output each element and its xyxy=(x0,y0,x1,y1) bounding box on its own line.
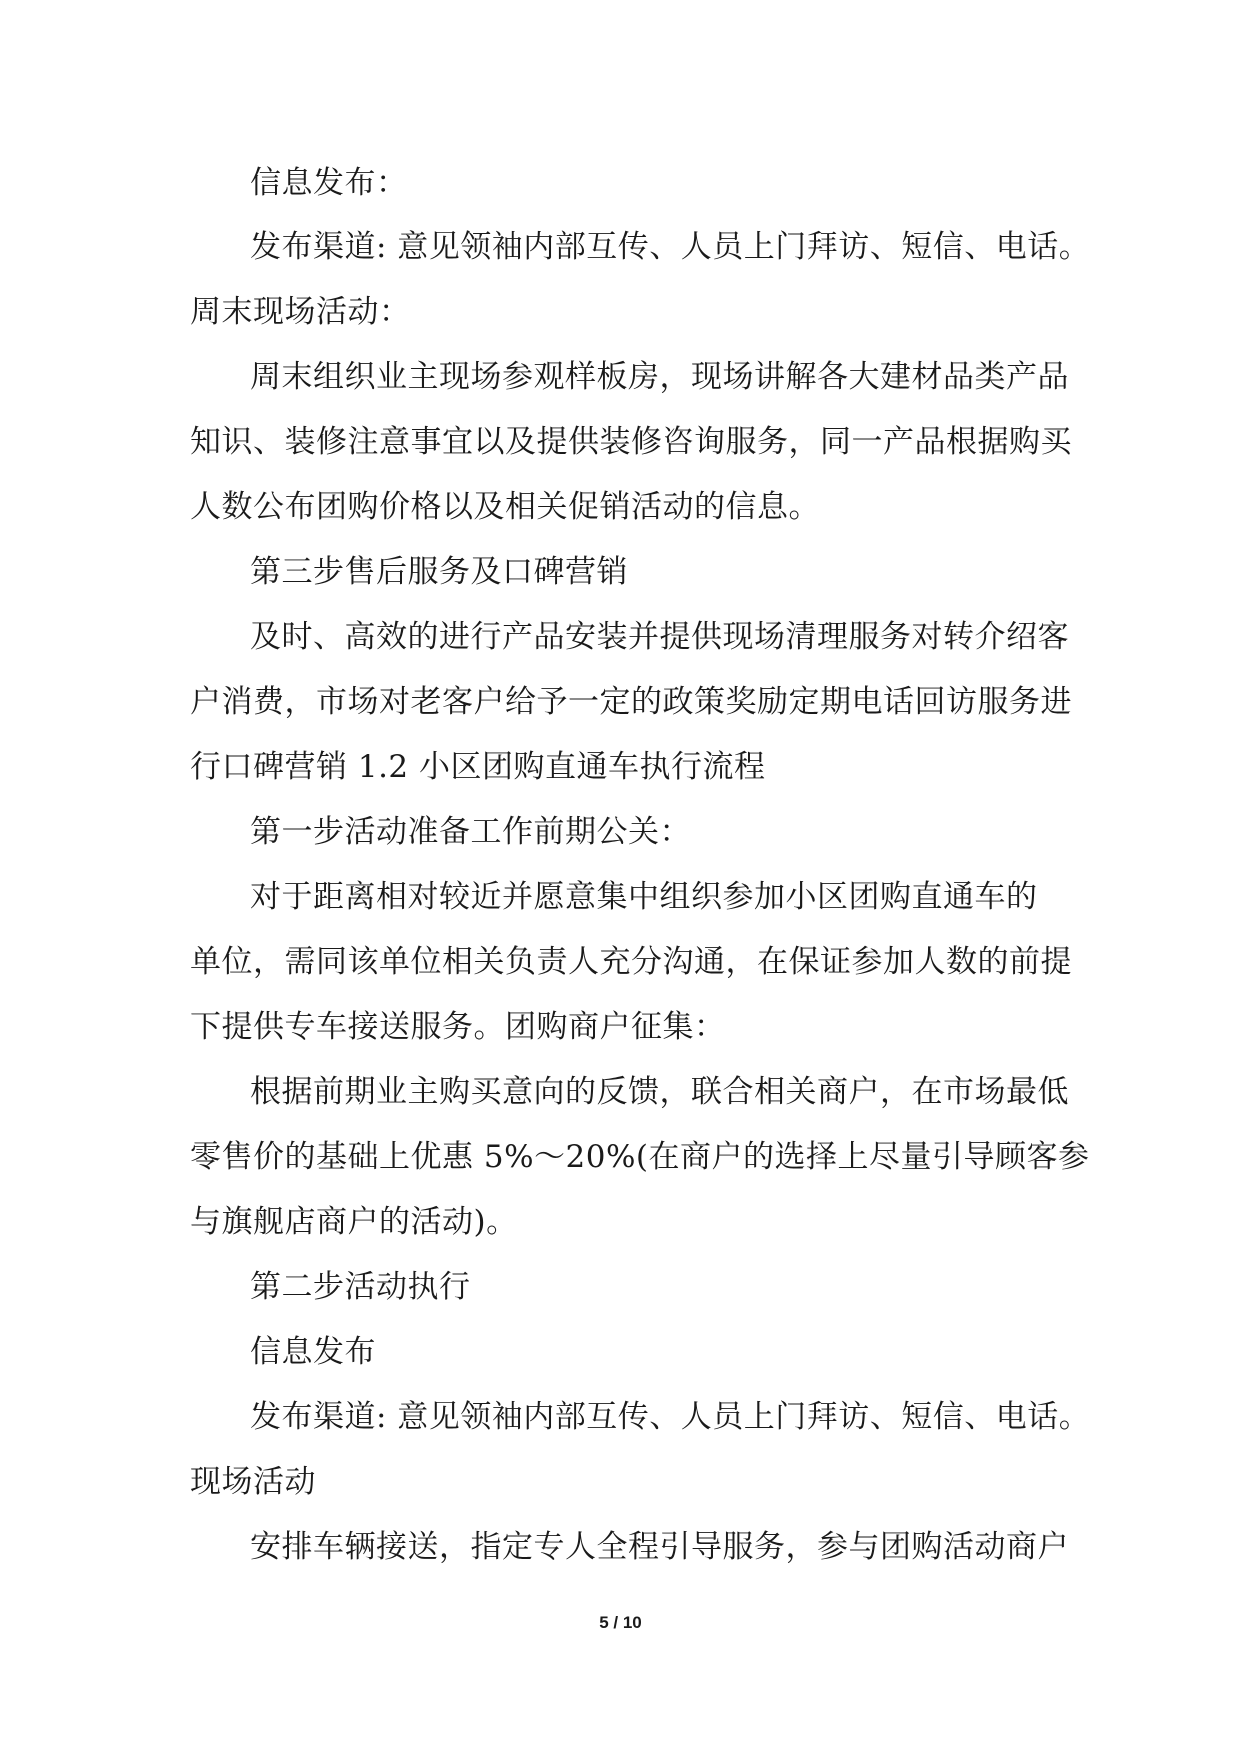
text-line: 发布渠道: 意见领袖内部互传、人员上门拜访、短信、电话。 xyxy=(250,1399,1091,1435)
text-line: 零售价的基础上优惠 5%～20%(在商户的选择上尽量引导顾客参 xyxy=(190,1139,1090,1175)
text-line: 信息发布： xyxy=(250,165,408,201)
text-line: 发布渠道: 意见领袖内部互传、人员上门拜访、短信、电话。 xyxy=(250,229,1091,265)
text-line: 单位，需同该单位相关负责人充分沟通，在保证参加人数的前提 xyxy=(190,944,1072,980)
section-heading: 第三步售后服务及口碑营销 xyxy=(250,554,628,590)
section-heading: 第一步活动准备工作前期公关： xyxy=(250,814,691,850)
text-line: 对于距离相对较近并愿意集中组织参加小区团购直通车的 xyxy=(250,879,1038,915)
text-line: 与旗舰店商户的活动)。 xyxy=(190,1204,518,1240)
text-line: 及时、高效的进行产品安装并提供现场清理服务对转介绍客 xyxy=(250,619,1069,655)
text-line: 安排车辆接送，指定专人全程引导服务，参与团购活动商户 xyxy=(250,1529,1069,1565)
text-line: 信息发布 xyxy=(250,1334,376,1370)
text-line: 周末组织业主现场参观样板房，现场讲解各大建材品类产品 xyxy=(250,359,1069,395)
text-line: 户消费，市场对老客户给予一定的政策奖励定期电话回访服务进 xyxy=(190,684,1072,720)
text-line: 周末现场活动： xyxy=(190,294,411,330)
text-line: 行口碑营销 1.2 小区团购直通车执行流程 xyxy=(190,749,766,785)
section-heading: 第二步活动执行 xyxy=(250,1269,471,1305)
text-line: 现场活动 xyxy=(190,1464,316,1500)
text-line: 下提供专车接送服务。团购商户征集： xyxy=(190,1009,726,1045)
text-line: 根据前期业主购买意向的反馈，联合相关商户，在市场最低 xyxy=(250,1074,1069,1110)
text-line: 人数公布团购价格以及相关促销活动的信息。 xyxy=(190,489,820,525)
page-number: 5 / 10 xyxy=(599,1613,642,1632)
text-line: 知识、装修注意事宜以及提供装修咨询服务，同一产品根据购买 xyxy=(190,424,1072,460)
